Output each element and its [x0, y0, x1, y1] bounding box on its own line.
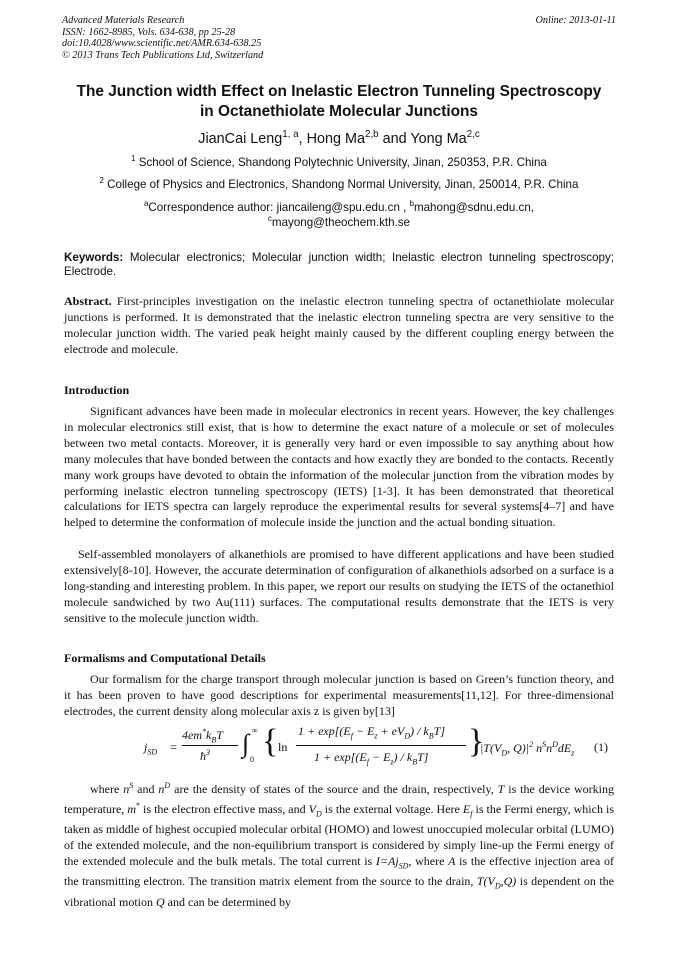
- eq-prefactor-bar: [182, 745, 238, 746]
- eq-log-bar: [296, 745, 466, 746]
- author-list: [40, 131, 638, 147]
- affiliation-2-mark: 2: [99, 176, 104, 186]
- corr-email-2[interactable]: mahong@sdnu.edu.cn,: [413, 201, 535, 214]
- corr-email-3[interactable]: mayong@theochem.kth.se: [271, 216, 411, 229]
- author-3-affiliation: 2,c: [466, 129, 480, 141]
- author-2: , Hong Ma: [298, 131, 366, 147]
- formalism-paragraph-1: Our formalism for the charge transport through molecular junction is based on Green’s function theory, and it has been proven to have good descriptions for experimental measurements[11,12]. For three-dimensional electrodes, the current density along molecular axis z is given by[13]: [64, 672, 614, 718]
- eq-prefactor-denominator: $ħ^3$: [200, 748, 210, 763]
- keywords: [64, 251, 614, 280]
- copyright-line: © 2013 Trans Tech Publications Ltd, Switzerland: [62, 49, 264, 61]
- author-1: JianCai Leng: [198, 131, 283, 147]
- keywords-label: Keywords:: [64, 251, 124, 264]
- correspondence: [40, 200, 638, 230]
- eq-brace-close: }: [468, 723, 485, 760]
- keywords-text: Molecular electronics; Molecular junction width; Inelastic electron tunneling spectroscopy; Electrode.: [64, 251, 614, 279]
- abstract: [64, 294, 614, 358]
- formalism-heading: Formalisms and Computational Details: [64, 651, 266, 665]
- abstract-text: First-principles investigation on the inelastic electron tunneling spectra of octanethiolate molecular junctions is performed. It is demonstrated that the inelastic electron tunneling spectra are very sensitive to the molecular junction width. The varied peak height mainly caused by the different coupling energy between the electrode and molecule.: [64, 294, 614, 356]
- introduction-paragraph-2: Self-assembled monolayers of alkanethiols are promised to have different applications and have been studied extensively[8-10]. However, the accurate determination of configuration of alkanethiols adsorbed on a surface is a long-standing and interesting problem. In this paper, we report our results on studying the IETS of the octanethiol molecule sandwiched by two Au(111) surfaces. The computational results demonstrate that the IETS is very sensitive to the molecule junction width.: [64, 547, 614, 625]
- equation-1: [120, 721, 614, 775]
- corr-mark-a: a: [143, 199, 149, 209]
- eq-integral-sign: ∫: [242, 729, 250, 758]
- affiliation-1-text: School of Science, Shandong Polytechnic University, Jinan, 250353, P.R. China: [135, 156, 547, 169]
- eq-lhs: $j_{SD}$: [144, 740, 158, 757]
- introduction-heading: Introduction: [64, 383, 130, 397]
- affiliation-2-text: College of Physics and Electronics, Shandong Normal University, Jinan, 250014, P.R. China: [103, 178, 579, 191]
- eq-matrix-element: $|T(V_D$, $Q)|^2$ $n^Sn^DdE_z$: [480, 740, 575, 758]
- issn-line: ISSN: 1662-8985, Vols. 634-638, pp 25-28: [62, 26, 236, 38]
- corr-mark-c: c: [267, 214, 272, 224]
- introduction-paragraph-1: Significant advances have been made in molecular electronics in recent years. However, the key challenges in molecular electronics still exist, that is how to determine the exact nature of a molecule or set of molecules between two metal contacts. Moreover, it is generally very hard or even impossible to say anything about how many molecules that have bonded between the contacts and how exactly they are bonded to the contacts. Recently many work groups have devoted to obtain the information of the molecular junction from the vibration modes by performing inelastic electron tunneling spectroscopy (IETS) [1-3]. It has been demonstrated that theoretical calculations for IETS spectra can largely reproduce the experimental results for several systems[4–7] and have helped to determine the conformation of molecule inside the junction and the actual bonding situation.: [64, 404, 614, 530]
- paper-title: [40, 82, 638, 121]
- online-date: Online: 2013-01-11: [535, 15, 616, 26]
- eq-integral-upper: ∞: [252, 726, 258, 735]
- corr-mark-b: b: [409, 199, 414, 209]
- eq-prefactor-numerator: $4em^*k_BT$: [182, 727, 223, 745]
- formalism-paragraph-2: where $n^S$ and $n^D$ are the density of states of the source and the drain, respectively, T is the device working temperature, m* is the electron effective mass, and $V_D$ is the external voltage. Here $E_f$ is the Fermi energy, which is taken as middle of highest occupied molecular orbital (HOMO) and lowest unoccupied molecular orbital (LUMO) of the extended molecule, and the non-equilibrium transport is considered by simply line-up the Fermi energy of the extended molecule and the bulk metals. The total current is $I=Aj_{SD}$, where A is the effective injection area of the transmitting electron. The transition matrix element from the source to the drain, $T(V_D,Q)$ is dependent on the vibrational motion Q and can be determined by: [64, 781, 614, 909]
- eq-ln: ln: [278, 740, 288, 754]
- eq-integral-lower: 0: [250, 755, 254, 764]
- author-3: and Yong Ma: [378, 131, 467, 147]
- eq-number: (1): [594, 740, 608, 754]
- eq-log-numerator: $1 + \exp[(E_f - E_z + eV_D) / k_BT]$: [298, 724, 445, 741]
- abstract-label: Abstract.: [64, 294, 112, 308]
- author-2-affiliation: 2,b: [365, 129, 379, 141]
- journal-name: Advanced Materials Research: [62, 15, 185, 26]
- corr-email-1[interactable]: Correspondence author: jiancaileng@spu.edu.cn ,: [148, 201, 410, 214]
- eq-log-denominator: $1 + \exp[(E_f - E_z) / k_BT]$: [314, 750, 429, 767]
- title-line-1: The Junction width Effect on Inelastic Electron Tunneling Spectroscopy: [76, 83, 602, 100]
- eq-brace-open: {: [262, 723, 279, 760]
- affiliation-2: [40, 178, 638, 191]
- eq-equals: =: [170, 740, 177, 754]
- doi-line[interactable]: doi:10.4028/www.scientific.net/AMR.634-638.25: [62, 38, 262, 50]
- title-line-2: in Octanethiolate Molecular Junctions: [200, 102, 478, 120]
- journal-header: [62, 15, 616, 61]
- affiliation-1: [40, 156, 638, 169]
- author-1-affiliation: 1, a: [282, 129, 299, 141]
- affiliation-1-mark: 1: [131, 154, 136, 164]
